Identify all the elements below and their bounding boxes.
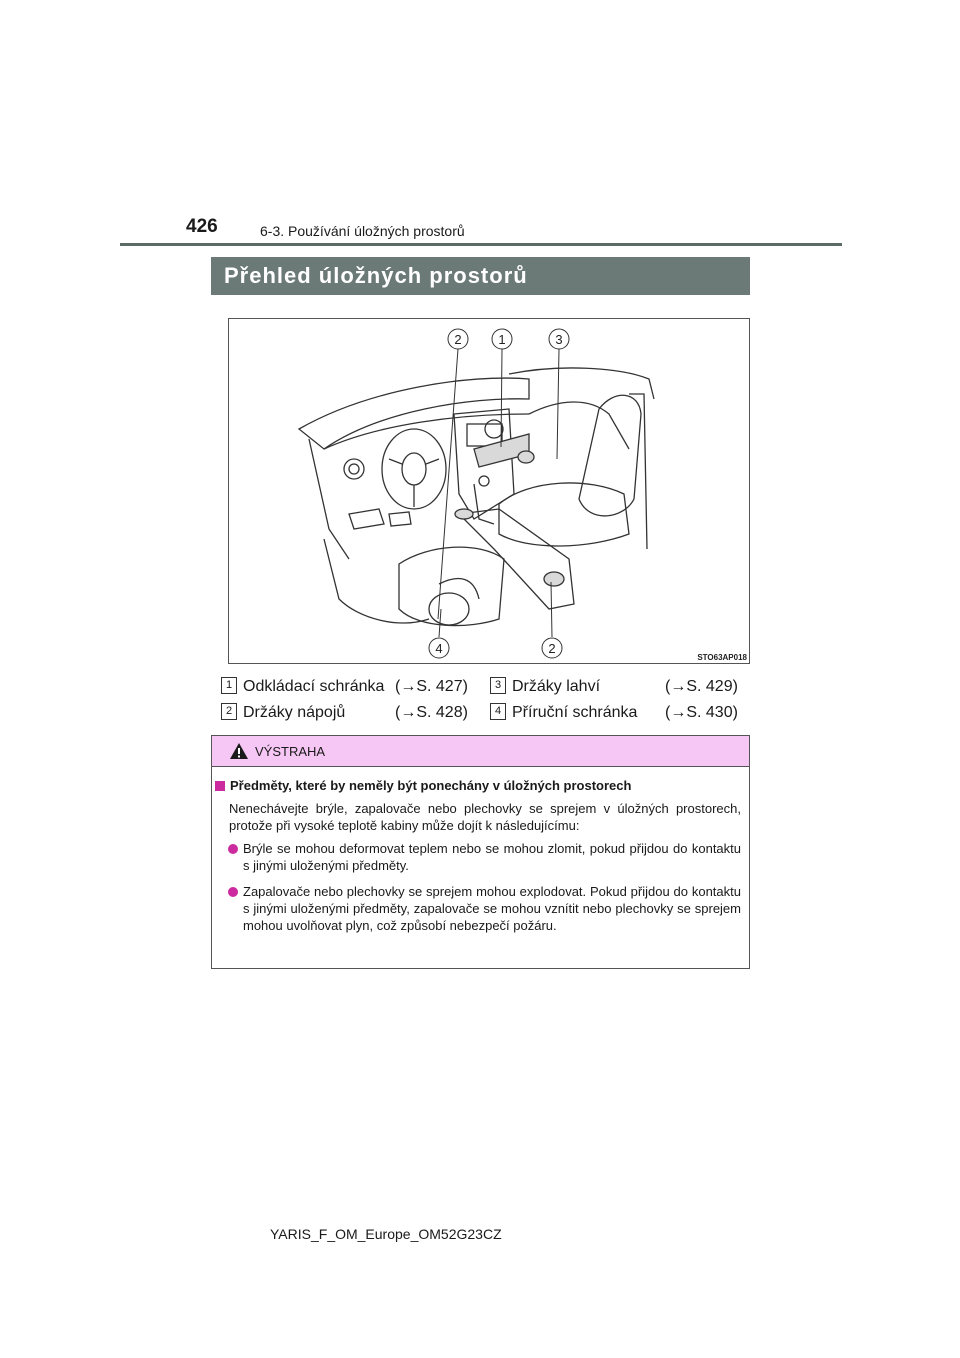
legend-number: 2: [221, 703, 237, 720]
callout-bottom-left: 4: [435, 641, 443, 656]
warning-triangle-icon: [229, 742, 249, 760]
callout-top-right: 3: [555, 332, 563, 347]
round-bullet-icon: [228, 887, 238, 897]
car-interior-drawing: [229, 319, 751, 665]
section-label: 6-3. Používání úložných prostorů: [260, 223, 465, 239]
callout-top-left: 2: [454, 332, 462, 347]
legend-page-ref: (→S. 429): [665, 678, 738, 695]
legend-label: Odkládací schránka: [243, 678, 385, 695]
legend-label: Držáky lahví: [512, 678, 601, 695]
warning-bullet: Brýle se mohou deformovat teplem nebo se mohou zlomit, pokud přijdou do kontaktu s jinými uloženými předměty.: [243, 841, 741, 873]
legend-page-ref: (→S. 428): [395, 704, 468, 721]
page-title: Přehled úložných prostorů: [224, 263, 528, 288]
warning-heading: VÝSTRAHA: [255, 744, 326, 759]
legend-label: Příruční schránka: [512, 704, 638, 721]
warning-subheading: Předměty, které by neměly být ponechány v úložných prostorech: [230, 778, 632, 793]
legend-number: 1: [221, 677, 237, 694]
warning-bullet: Zapalovače nebo plechovky se sprejem mohou explodovat. Pokud přijdou do kontaktu s jinými uloženými předměty, zapalovače se mohou vznítit nebo plechovky se sprejem mohou uvolňovat plyn, což způsobí nebezpečí požáru.: [243, 884, 741, 933]
square-bullet-icon: [215, 781, 225, 791]
legend-number: 4: [490, 703, 506, 720]
legend-number: 3: [490, 677, 506, 694]
legend-page-ref: (→S. 430): [665, 704, 738, 721]
interior-illustration: [228, 318, 750, 664]
round-bullet-icon: [228, 844, 238, 854]
legend-label: Držáky nápojů: [243, 704, 346, 721]
legend-page-ref: (→S. 427): [395, 678, 468, 695]
illustration-code: STO63AP018: [697, 653, 747, 662]
section-title-band: [211, 257, 750, 295]
header-divider: [120, 243, 842, 246]
warning-intro: Nenechávejte brýle, zapalovače nebo plechovky se sprejem v úložných prostorech, protože při vysoké teplotě kabiny může dojít k následujícímu:: [229, 801, 741, 833]
footer-code: YARIS_F_OM_Europe_OM52G23CZ: [270, 1226, 502, 1242]
page-number: 426: [186, 216, 218, 237]
warning-header: [212, 736, 749, 767]
callout-top-middle: 1: [498, 332, 506, 347]
warning-box: [211, 735, 750, 969]
callout-bottom-right: 2: [548, 641, 556, 656]
